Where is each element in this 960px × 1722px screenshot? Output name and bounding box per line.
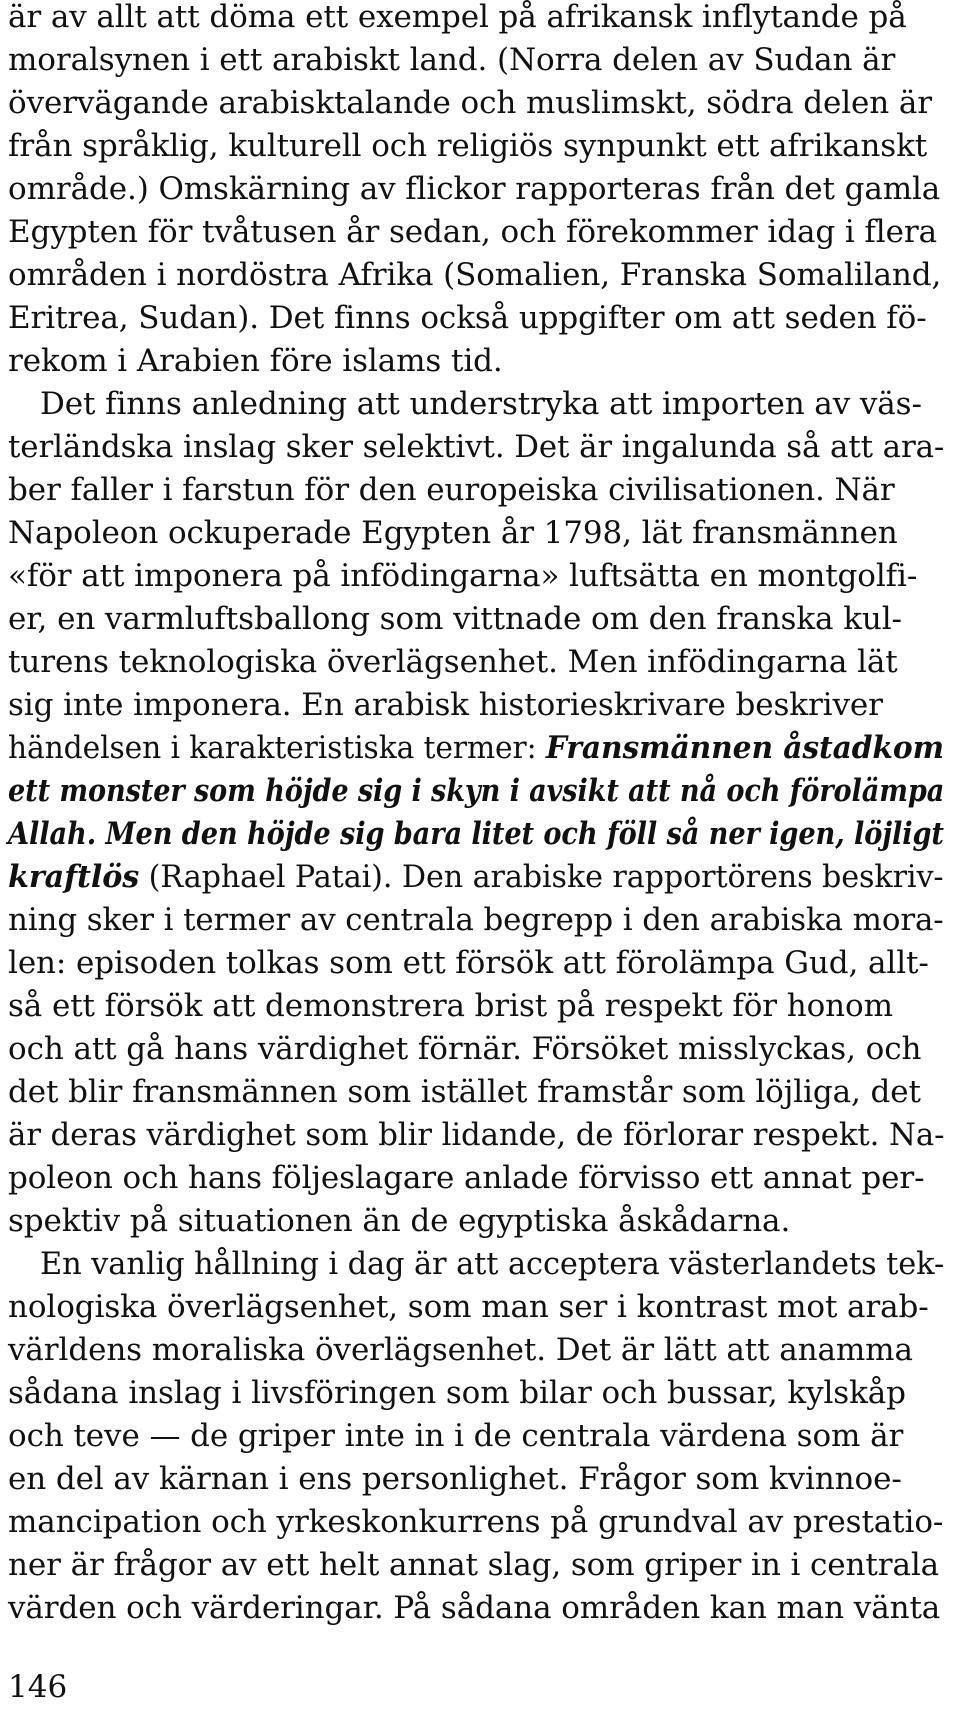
text-line: er, en varmluftsballong som vittnade om den franska kul- xyxy=(8,601,902,637)
text-line: är av allt att döma ett exempel på afrikansk inflytande på xyxy=(8,0,907,35)
page-number: 146 xyxy=(8,1669,68,1705)
text-line-mixed xyxy=(8,725,944,771)
text-line: sådana inslag i livsföringen som bilar och bussar, kylskåp xyxy=(8,1375,906,1411)
text-line: nologiska överlägsenhet, som man ser i kontrast mot arab- xyxy=(8,1289,929,1325)
text-line: ning sker i termer av centrala begrepp i den arabiska mora- xyxy=(8,902,944,938)
text-line: Eritrea, Sudan). Det finns också uppgifter om att seden fö- xyxy=(8,300,927,336)
text-line: spektiv på situationen än de egyptiska åskådarna. xyxy=(8,1203,791,1239)
text-line: rekom i Arabien före islams tid. xyxy=(8,343,503,379)
text-line: övervägande arabisktalande och muslimskt, södra delen är xyxy=(8,85,932,121)
text-line: så ett försök att demonstrera brist på respekt för honom xyxy=(8,988,893,1024)
quotation-italic-line: Allah. Men den höjde sig bara litet och föll så ner igen, löjligt xyxy=(8,816,944,852)
text-line: värden och värderingar. På sådana områden kan man vänta xyxy=(8,1590,941,1626)
text-line: terländska inslag sker selektivt. Det är ingalunda så att ara- xyxy=(8,429,945,465)
text-line: världens moraliska överlägsenhet. Det är lätt att anamma xyxy=(8,1332,913,1368)
text-line-mixed xyxy=(8,854,944,900)
text-line: område.) Omskärning av flickor rapporteras från det gamla xyxy=(8,171,941,207)
text-line: områden i nordöstra Afrika (Somalien, Franska Somaliland, xyxy=(8,257,942,293)
text-line: en del av kärnan i ens personlighet. Frågor som kvinnoe- xyxy=(8,1461,902,1497)
text-line: ner är frågor av ett helt annat slag, som griper in i centrala xyxy=(8,1547,940,1583)
text-line: Egypten för tvåtusen år sedan, och förekommer idag i flera xyxy=(8,214,937,250)
text-line: moralsynen i ett arabiskt land. (Norra delen av Sudan är xyxy=(8,42,896,78)
text-line: är deras värdighet som blir lidande, de förlorar respekt. Na- xyxy=(8,1117,945,1153)
text-line: sig inte imponera. En arabisk historieskrivare beskriver xyxy=(8,687,883,723)
text-line: «för att imponera på infödingarna» luftsätta en montgolfi- xyxy=(8,558,918,594)
text-line-end: (Raphael Patai). Den arabiske rapportörens beskriv- xyxy=(148,859,944,895)
text-line: turens teknologiska överlägsenhet. Men infödingarna lät xyxy=(8,644,898,680)
text-line: len: episoden tolkas som ett försök att förolämpa Gud, allt- xyxy=(8,945,929,981)
text-line: Napoleon ockuperade Egypten år 1798, lät fransmännen xyxy=(8,515,898,551)
text-line: ber faller i farstun för den europeiska civilisationen. När xyxy=(8,472,895,508)
text-line: från språklig, kulturell och religiös synpunkt ett afrikanskt xyxy=(8,128,928,164)
quotation-italic: kraftlös xyxy=(8,859,140,895)
text-line: och att gå hans värdighet förnär. Försöket misslyckas, och xyxy=(8,1031,922,1067)
text-line-start: händelsen i karakteristiska termer: xyxy=(8,730,537,766)
text-line: poleon och hans följeslagare anlade förvisso ett annat per- xyxy=(8,1160,925,1196)
quotation-italic: Fransmännen åstadkom xyxy=(545,730,944,766)
quotation-italic-line: ett monster som höjde sig i skyn i avsikt att nå och förolämpa xyxy=(8,773,945,809)
text-line: det blir fransmännen som istället framstår som löjliga, det xyxy=(8,1074,921,1110)
text-line: mancipation och yrkeskonkurrens på grundval av prestatio- xyxy=(8,1504,944,1540)
text-line: Det finns anledning att understryka att importen av väs- xyxy=(40,386,922,422)
text-line: En vanlig hållning i dag är att acceptera västerlandets tek- xyxy=(40,1246,945,1282)
text-line: och teve — de griper inte in i de centrala värdena som är xyxy=(8,1418,904,1454)
